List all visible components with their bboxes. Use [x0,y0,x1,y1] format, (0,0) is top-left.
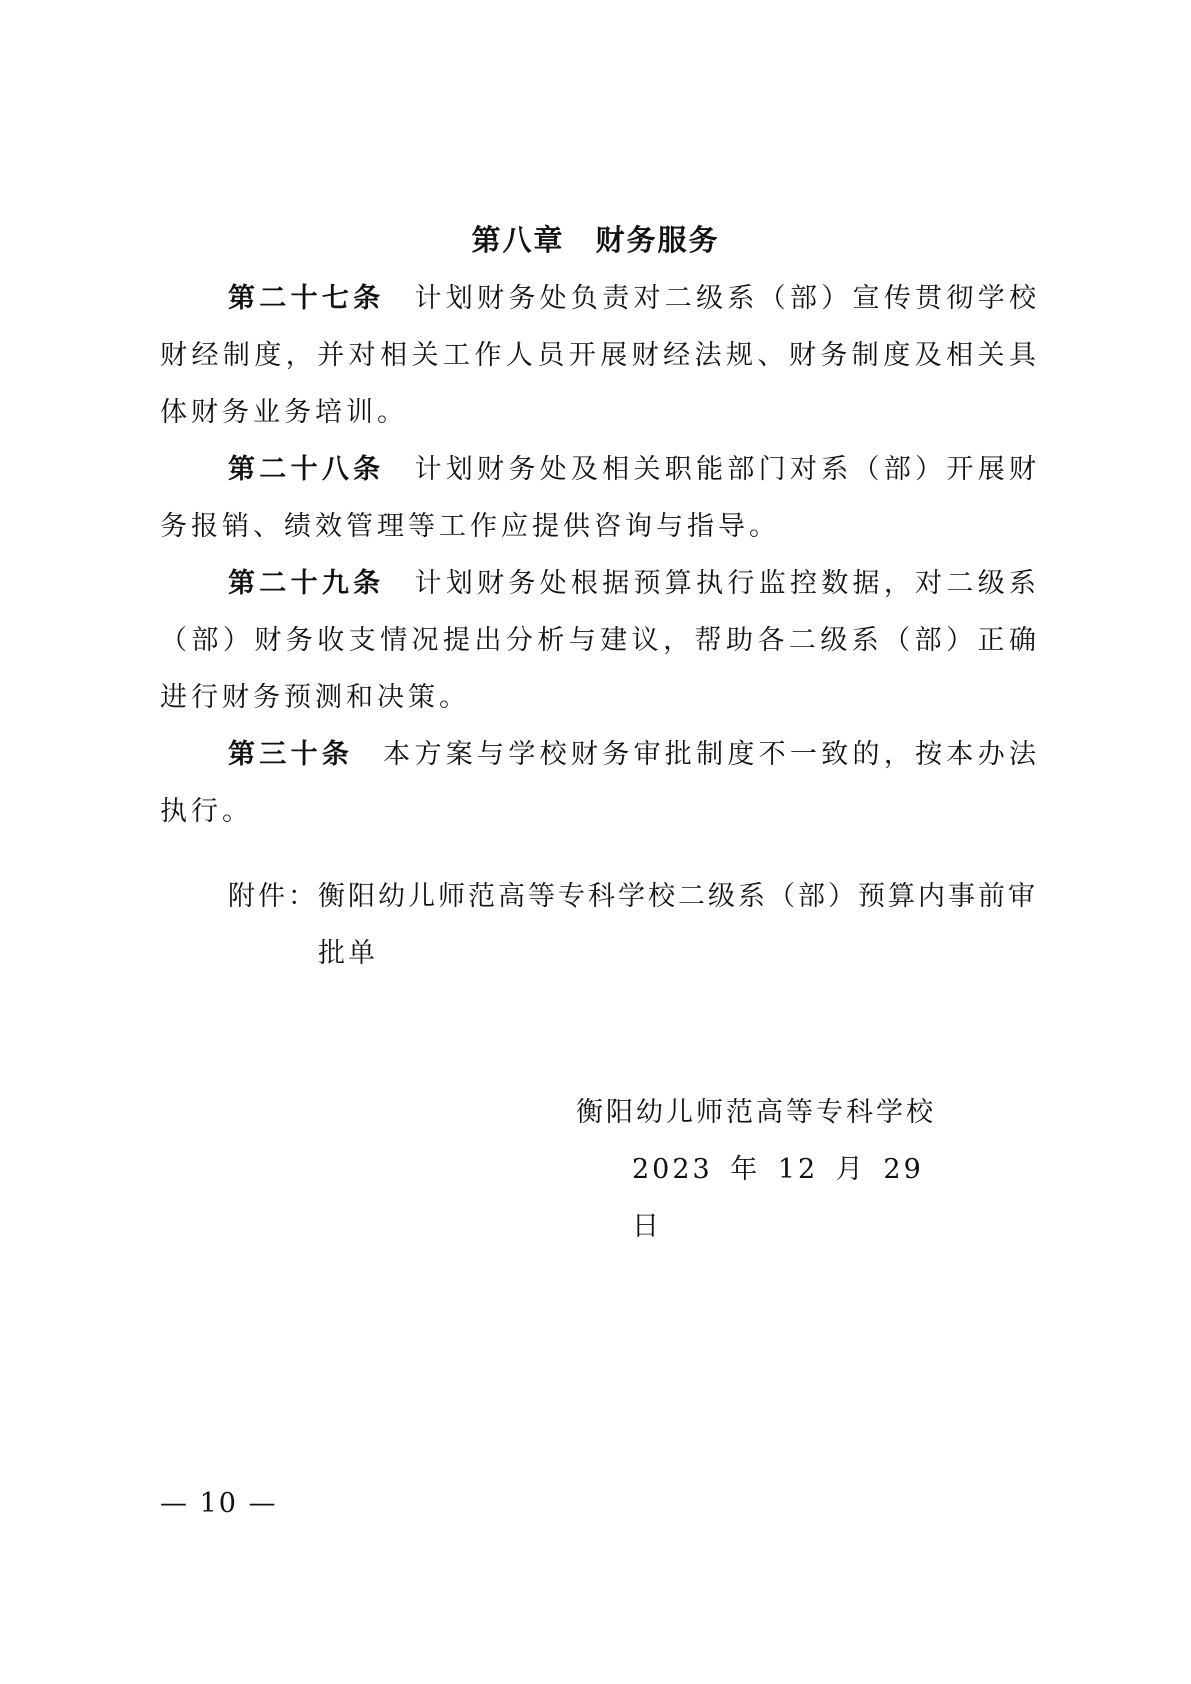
article-27 [160,270,1040,441]
attachment-label: 附件： [228,881,318,912]
issuing-organization: 衡阳幼儿师范高等专科学校 [576,1097,936,1128]
article-text: 计划财务处根据预算执行监控数据，对二级系（部）财务收支情况提出分析与建议，帮助各二级系（部）正确进行财务预测和决策。 [160,568,1041,713]
article-number: 第二十八条 [228,454,385,485]
page-number: — 10 — [160,1488,278,1519]
article-29 [160,555,1040,726]
article-text: 计划财务处负责对二级系（部）宣传贯彻学校财经制度，并对相关工作人员开展财经法规、财务制度及相关具体财务业务培训。 [160,283,1041,428]
chapter-title: 第八章 财务服务 [471,223,720,257]
attachment-title: 衡阳幼儿师范高等专科学校二级系（部）预算内事前审批单 [318,881,1038,969]
article-text: 计划财务处及相关职能部门对系（部）开展财务报销、绩效管理等工作应提供咨询与指导。 [160,454,1041,542]
article-28 [160,441,1040,555]
signature-block [560,1084,960,1255]
article-number: 第三十条 [228,739,354,770]
article-number: 第二十九条 [228,568,385,599]
issue-date: 2023 年 12 月 29 日 [632,1154,924,1242]
article-number: 第二十七条 [228,283,385,314]
article-text: 本方案与学校财务审批制度不一致的，按本办法执行。 [160,739,1041,827]
articles-section [160,270,1040,840]
attachment-note [228,868,1048,982]
article-30 [160,726,1040,840]
